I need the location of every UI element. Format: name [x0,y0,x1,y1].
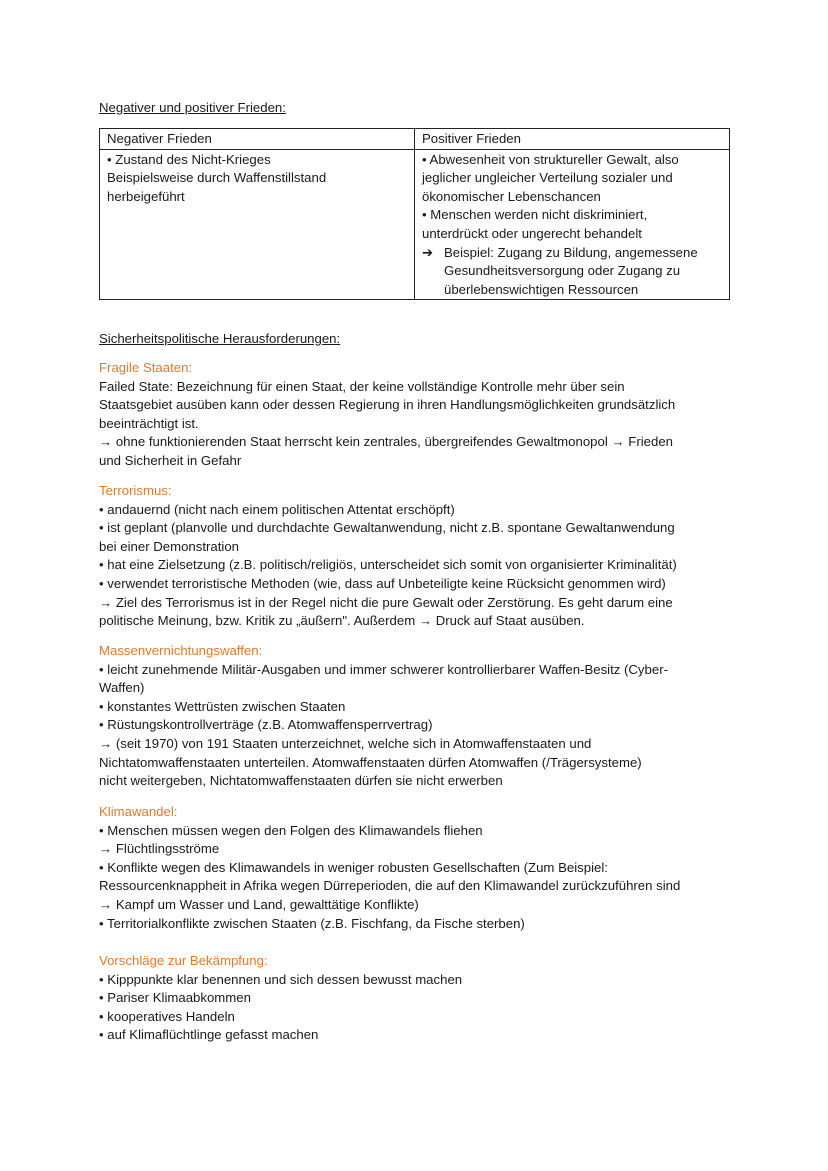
header-negative: Negativer Frieden [100,129,415,150]
section-title: Massenvernichtungswaffen: [99,643,263,658]
text-line: • Pariser Klimaabkommen [99,990,251,1006]
text-line: • Menschen müssen wegen den Folgen des Klimawandels fliehen [99,822,483,838]
text-line: • Konflikte wegen des Klimawandels in weniger robusten Gesellschaften (Zum Beispiel: [99,859,608,875]
section-title: Terrorismus: [99,483,172,498]
text-line: Staatsgebiet ausüben kann oder dessen Regierung in ihren Handlungsmöglichkeiten grundsätzlich [99,397,676,413]
section-proposals [99,952,731,1045]
example-text [444,244,698,300]
text-line: • hat eine Zielsetzung (z.B. politisch/religiös, unterscheidet sich somit von organisierter Kriminalität) [99,557,677,573]
text-line: • auf Klimaflüchtlinge gefasst machen [99,1027,319,1043]
text-line: Ressourcenknappheit in Afrika wegen Dürreperioden, die auf den Klimawandel zurückzuführen sind [99,878,681,894]
text-line: • Kipppunkte klar benennen und sich dessen bewusst machen [99,971,463,987]
text-line: • ist geplant (planvolle und durchdachte Gewaltanwendung, nicht z.B. spontane Gewaltanwendung [99,520,675,536]
text-line: → Kampf um Wasser und Land, gewalttätige Konflikte) [99,896,419,912]
text-line: Nichtatomwaffenstaaten unterteilen. Atomwaffenstaaten dürfen Atomwaffen (/Trägersysteme) [99,754,642,770]
cell-negative [100,149,415,300]
text-line: → (seit 1970) von 191 Staaten unterzeichnet, welche sich in Atomwaffenstaaten und [99,735,592,751]
section-climate-change [99,803,731,933]
table-row [100,149,730,300]
text-line: nicht weitergeben, Nichtatomwaffenstaaten dürfen sie nicht erwerben [99,773,503,789]
example-row [422,244,724,300]
text-line: Beispiel: Zugang zu Bildung, angemessene [444,244,698,260]
text-line: → ohne funktionierenden Staat herrscht kein zentrales, übergreifendes Gewaltmonopol → Frieden [99,434,673,450]
section-fragile-states [99,359,731,471]
text-line: • Territorialkonflikte zwischen Staaten (z.B. Fischfang, da Fische sterben) [99,915,525,931]
text-line: überlebenswichtigen Ressourcen [444,281,639,297]
heading-security: Sicherheitspolitische Herausforderungen: [99,331,341,346]
peace-table [99,128,730,300]
text-line: jeglicher ungleicher Verteilung sozialer und [422,170,673,186]
text-line: • Abwesenheit von struktureller Gewalt, also [422,151,679,167]
text-line: • verwendet terroristische Methoden (wie, dass auf Unbeteiligte keine Rücksicht genommen wird) [99,575,666,591]
text-line: • Menschen werden nicht diskriminiert, [422,207,648,223]
section-title: Fragile Staaten: [99,360,193,375]
text-line: • leicht zunehmende Militär-Ausgaben und immer schwerer kontrollierbarer Waffen-Besitz (Cyber- [99,661,668,677]
arrow-icon: ➔ [422,244,434,260]
text-line: • kooperatives Handeln [99,1008,235,1024]
text-line: • konstantes Wettrüsten zwischen Staaten [99,698,346,714]
text-line: und Sicherheit in Gefahr [99,452,242,468]
text-line: Waffen) [99,680,145,696]
text-line: Gesundheitsversorgung oder Zugang zu [444,263,681,279]
text-line: • Rüstungskontrollverträge (z.B. Atomwaffensperrvertrag) [99,717,433,733]
text-line: • Zustand des Nicht-Krieges [107,151,271,167]
section-terrorism [99,482,731,631]
text-line: bei einer Demonstration [99,538,240,554]
text-line: → Ziel des Terrorismus ist in der Regel nicht die pure Gewalt oder Zerstörung. Es geht darum eine [99,594,673,610]
heading-peace: Negativer und positiver Frieden: [99,100,286,115]
section-wmd [99,642,731,791]
cell-positive [415,149,730,300]
text-line: herbeigeführt [107,188,185,204]
text-line: ökonomischer Lebenschancen [422,188,601,204]
text-line: → Flüchtlingsströme [99,841,220,857]
text-line: beeinträchtigt ist. [99,415,199,431]
text-line: politische Meinung, bzw. Kritik zu „äußern". Außerdem → Druck auf Staat ausüben. [99,613,585,629]
header-positive: Positiver Frieden [415,129,730,150]
text-line: Beispielsweise durch Waffenstillstand [107,170,327,186]
section-title: Klimawandel: [99,804,178,819]
table-header-row [100,129,730,150]
text-line: • andauernd (nicht nach einem politischen Attentat erschöpft) [99,501,455,517]
text-line: Failed State: Bezeichnung für einen Staat, der keine vollständige Kontrolle mehr über sein [99,378,625,394]
text-line: unterdrückt oder ungerecht behandelt [422,225,642,241]
section-title: Vorschläge zur Bekämpfung: [99,953,268,968]
